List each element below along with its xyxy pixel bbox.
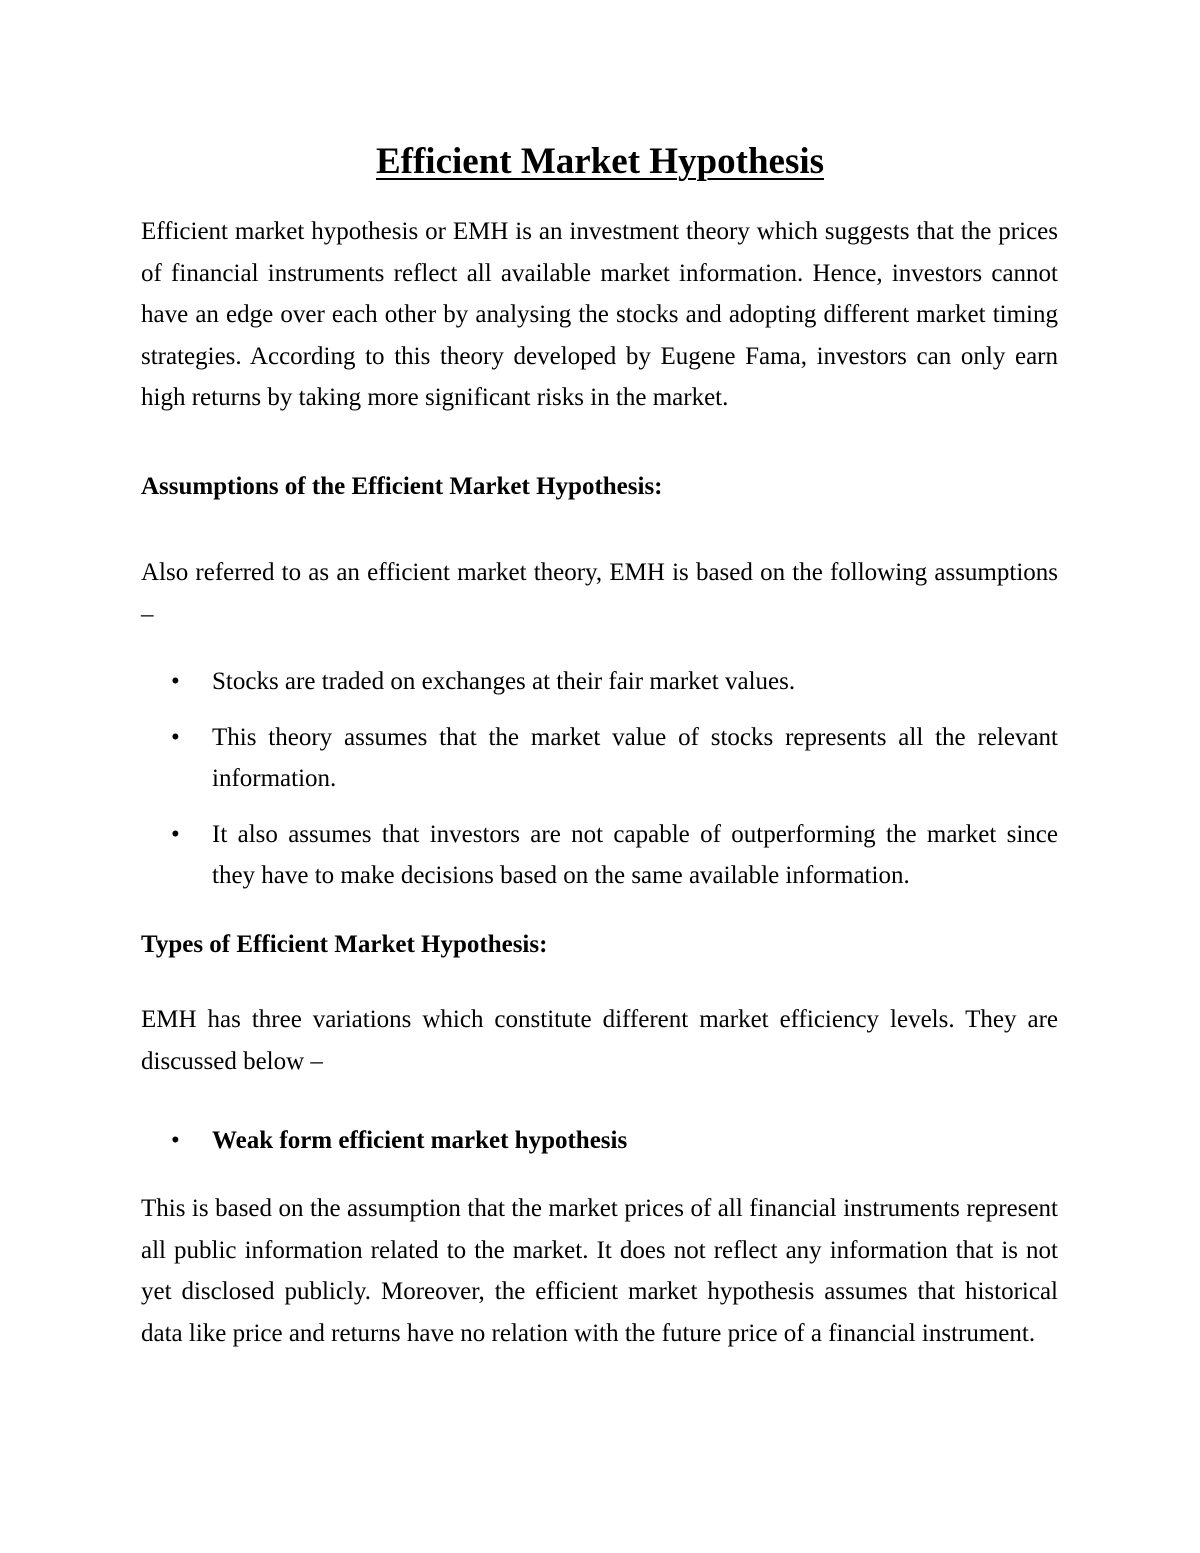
weak-form-heading: Weak form efficient market hypothesis (212, 1127, 628, 1154)
list-item (141, 1120, 1058, 1162)
assumptions-heading: Assumptions of the Efficient Market Hypothesis: (141, 473, 663, 500)
assumptions-list (141, 661, 1058, 897)
types-heading: Types of Efficient Market Hypothesis: (141, 931, 548, 958)
page-title: Efficient Market Hypothesis (375, 141, 825, 182)
bullet-icon: • (171, 1127, 180, 1154)
assumptions-intro: Also referred to as an efficient market theory, EMH is based on the following assumptions – (141, 559, 1058, 628)
types-intro: EMH has three variations which constitute different market efficiency levels. They are discussed below – (141, 1006, 1058, 1075)
bullet-icon: • (171, 723, 180, 751)
list-item-text: This theory assumes that the market value of stocks represents all the relevant information. (212, 723, 1058, 792)
list-item-text: It also assumes that investors are not capable of outperforming the market since they have to make decisions based on the same available information. (212, 820, 1058, 889)
list-item-text: Stocks are traded on exchanges at their fair market values. (212, 668, 796, 695)
bullet-icon: • (171, 820, 180, 848)
list-item (141, 717, 1058, 800)
bullet-icon: • (171, 668, 180, 695)
intro-paragraph: Efficient market hypothesis or EMH is an investment theory which suggests that the prices of financial instruments reflect all available market information. Hence, investors cannot have an edge over each other by analysing the stocks and adopting different market timing strategies. According to this theory developed by Eugene Fama, investors can only earn high returns by taking more significant risks in the market. (141, 218, 1058, 411)
list-item (141, 814, 1058, 897)
types-list (141, 1120, 1058, 1162)
list-item (141, 661, 1058, 703)
weak-form-paragraph: This is based on the assumption that the market prices of all financial instruments represent all public information related to the market. It does not reflect any information that is not yet disclosed publicly. Moreover, the efficient market hypothesis assumes that historical data like price and returns have no relation with the future price of a financial instrument. (141, 1195, 1058, 1347)
